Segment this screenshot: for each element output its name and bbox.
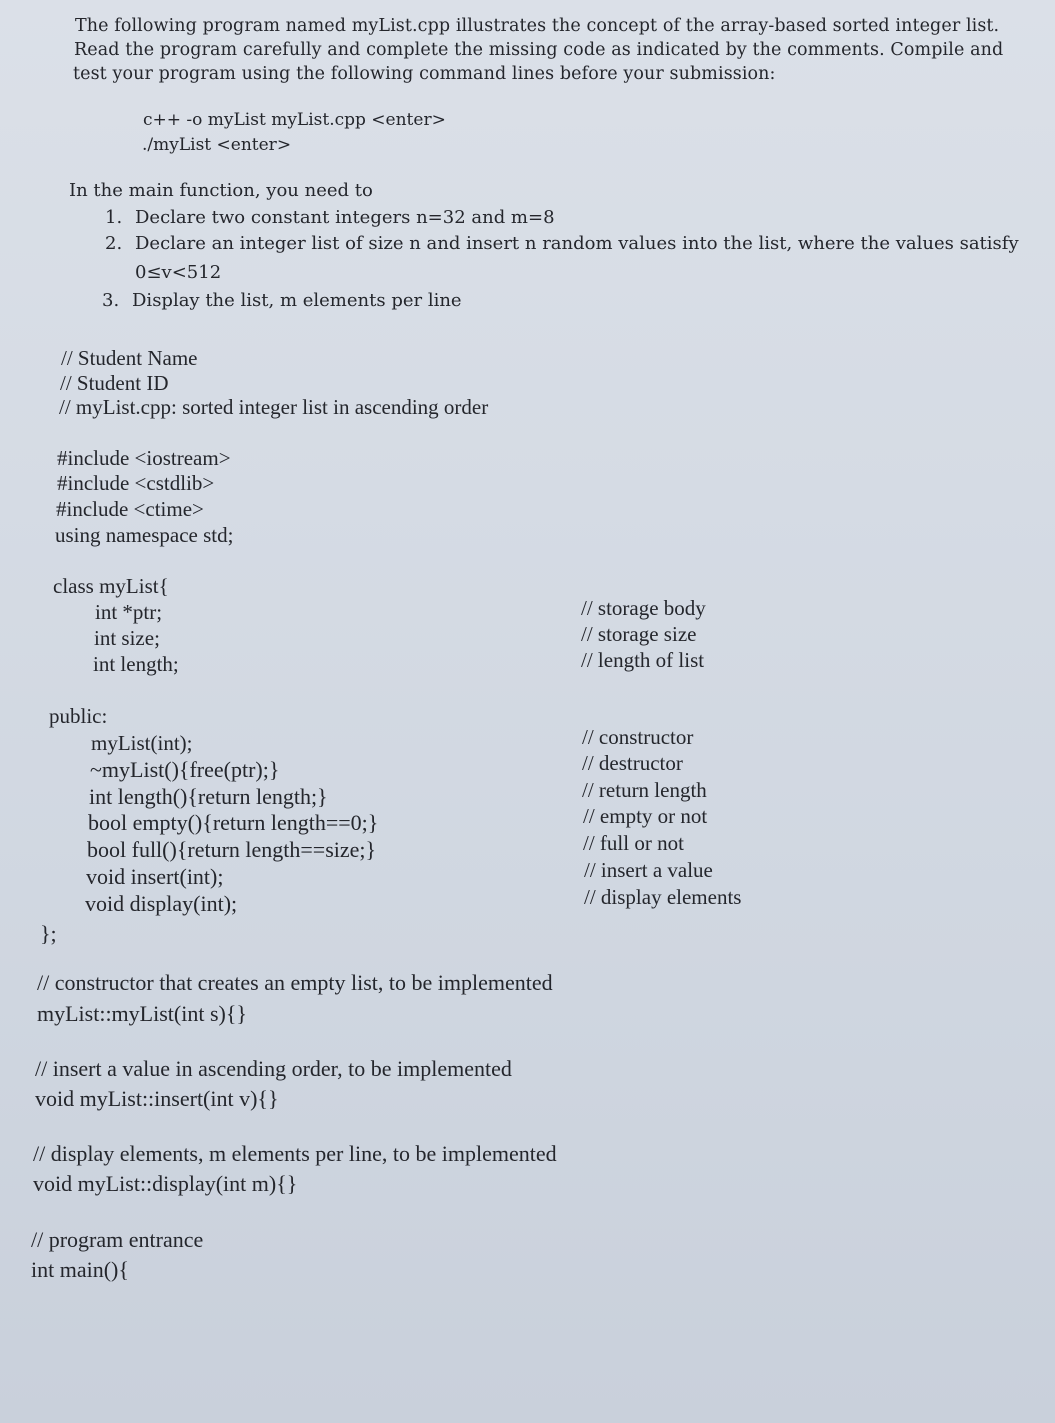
task-number: 2. (105, 233, 123, 254)
intro-line-2: Read the program carefully and complete the missing code as indicated by the comments. Compile and (74, 40, 1004, 60)
task-item-3 (102, 292, 462, 310)
member-size: int size; (94, 626, 160, 650)
method-full: bool full(){return length==size;} (87, 837, 377, 862)
display-comment: // display elements, m elements per line, to be implemented (33, 1141, 557, 1166)
method-length-comment: // return length (582, 778, 707, 802)
method-display: void display(int); (85, 891, 238, 916)
task-text: Declare two constant integers n=32 and m=8 (135, 207, 555, 228)
method-empty: bool empty(){return length==0;} (88, 810, 379, 835)
task-number: 3. (102, 290, 120, 311)
method-constructor-comment: // constructor (582, 725, 694, 749)
task-text: Declare an integer list of size n and insert n random values into the list, where the values satisfy (135, 233, 1019, 254)
include-ctime: #include <ctime> (56, 497, 204, 521)
include-iostream: #include <iostream> (57, 446, 231, 470)
task-item-1 (105, 209, 555, 227)
tasks-header: In the main function, you need to (69, 180, 373, 201)
method-constructor: myList(int); (91, 731, 193, 755)
using-namespace: using namespace std; (55, 523, 234, 547)
insert-comment: // insert a value in ascending order, to be implemented (35, 1056, 512, 1081)
task-item-2-continued (105, 264, 221, 282)
task-text: 0≤v<512 (135, 262, 222, 283)
method-empty-comment: // empty or not (583, 804, 708, 828)
constructor-comment: // constructor that creates an empty list, to be implemented (37, 970, 553, 995)
method-full-comment: // full or not (583, 831, 684, 855)
member-length-comment: // length of list (581, 648, 705, 672)
task-number: 1. (105, 207, 123, 228)
insert-stub: void myList::insert(int v){} (35, 1086, 279, 1111)
task-item-2 (105, 235, 1019, 253)
method-insert: void insert(int); (86, 864, 224, 889)
command-run: ./myList <enter> (142, 135, 292, 155)
main-stub: int main(){ (31, 1257, 129, 1282)
main-comment: // program entrance (31, 1227, 204, 1252)
method-length: int length(){return length;} (89, 784, 328, 809)
member-ptr-comment: // storage body (581, 596, 706, 620)
member-length: int length; (93, 652, 179, 676)
display-stub: void myList::display(int m){} (33, 1171, 298, 1196)
class-declaration: class myList{ (53, 574, 169, 598)
member-size-comment: // storage size (581, 622, 697, 646)
public-label: public: (49, 704, 108, 728)
constructor-stub: myList::myList(int s){} (37, 1001, 247, 1026)
intro-line-3: test your program using the following command lines before your submission: (73, 64, 776, 84)
comment-student-id: // Student ID (60, 371, 169, 395)
method-destructor: ~myList(){free(ptr);} (90, 757, 280, 782)
method-insert-comment: // insert a value (584, 858, 713, 882)
method-destructor-comment: // destructor (582, 751, 683, 775)
class-end: }; (40, 921, 57, 946)
task-text: Display the list, m elements per line (132, 290, 462, 311)
include-cstdlib: #include <cstdlib> (57, 471, 215, 495)
comment-file-description: // myList.cpp: sorted integer list in ascending order (59, 395, 489, 419)
member-ptr: int *ptr; (95, 600, 163, 624)
command-compile: c++ -o myList myList.cpp <enter> (143, 110, 446, 130)
method-display-comment: // display elements (584, 885, 742, 909)
comment-student-name: // Student Name (61, 346, 198, 370)
intro-line-1: The following program named myList.cpp illustrates the concept of the array-based sorted integer list. (75, 16, 1000, 36)
